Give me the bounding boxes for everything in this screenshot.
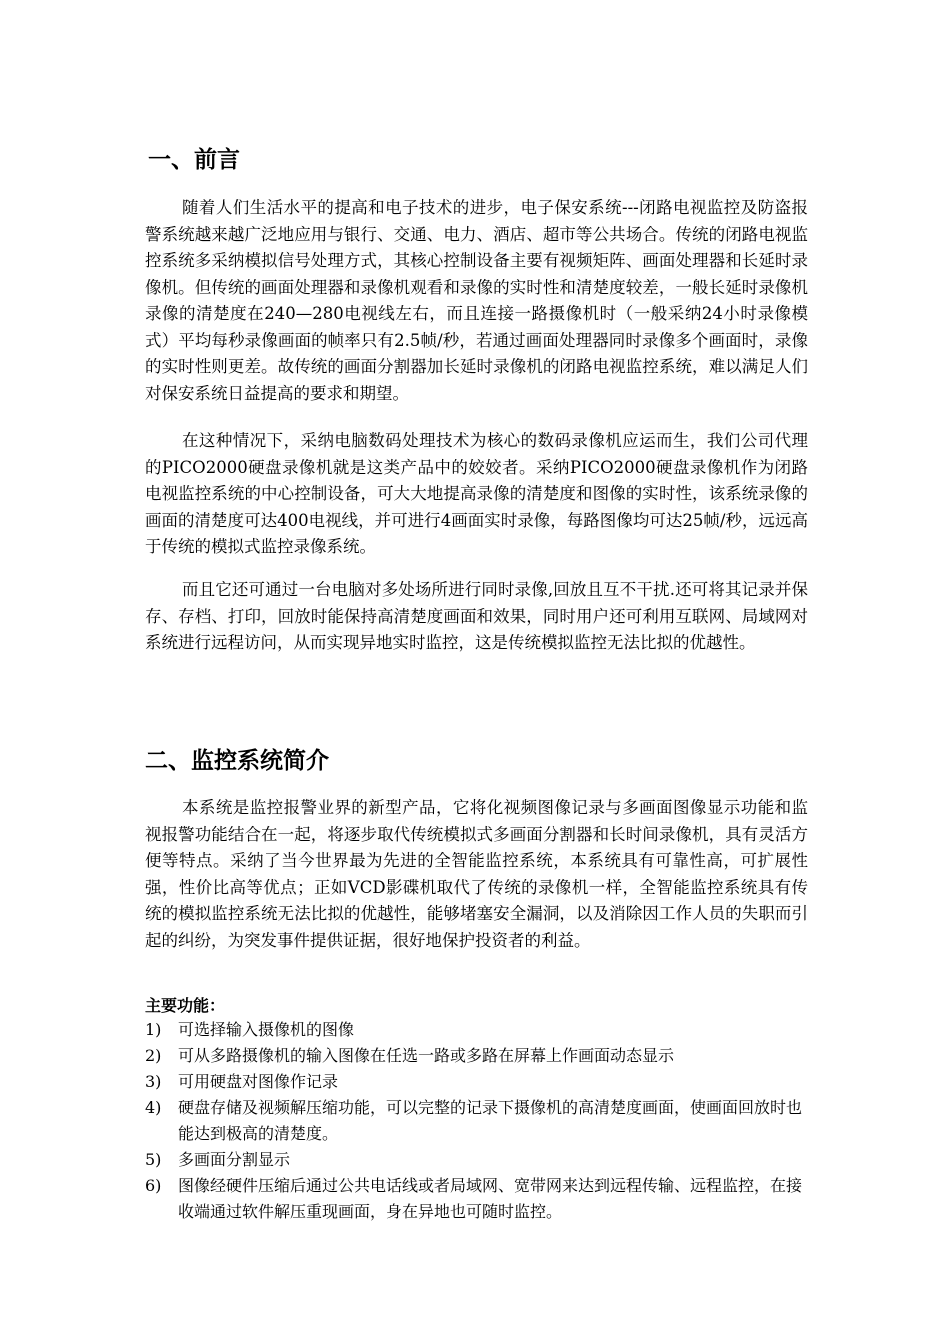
list-item bbox=[145, 1147, 808, 1173]
list-item-number: 5) bbox=[145, 1150, 162, 1169]
preface-paragraph-2: 在这种情况下，采纳电脑数码处理技术为核心的数码录像机应运而生，我们公司代理的PICO2000硬盘录像机就是这类产品中的姣姣者。采纳PICO2000硬盘录像机作为闭路电视监控系统的中心控制设备，可大大地提高录像的清楚度和图像的实时性，该系统录像的画面的清楚度可达400电视线，并可进行4画面实时录像，每路图像均可达25帧/秒，远远高于传统的模拟式监控录像系统。 bbox=[145, 431, 808, 556]
features-title: 主要功能： bbox=[145, 996, 226, 1015]
list-item-text: 可选择输入摄像机的图像 bbox=[178, 1020, 355, 1039]
features-list bbox=[145, 1017, 808, 1225]
list-item-number: 6) bbox=[145, 1176, 162, 1195]
list-item-number: 1) bbox=[145, 1020, 162, 1039]
list-item bbox=[145, 1043, 808, 1069]
list-item-text: 可从多路摄像机的输入图像在任选一路或多路在屏幕上作画面动态显示 bbox=[178, 1046, 675, 1065]
list-item bbox=[145, 1069, 808, 1095]
list-item-text: 可用硬盘对图像作记录 bbox=[178, 1072, 339, 1091]
system-intro-paragraph: 本系统是监控报警业界的新型产品，它将化视频图像记录与多画面图像显示功能和监视报警功能结合在一起，将逐步取代传统模拟式多画面分割器和长时间录像机，具有灵活方便等特点。采纳了当今世界最为先进的全智能监控系统，本系统具有可靠性高，可扩展性强，性价比高等优点；正如VCD影碟机取代了传统的录像机一样，全智能监控系统具有传统的模拟监控系统无法比拟的优越性，能够堵塞安全漏洞，以及消除因工作人员的失职而引起的纠纷，为突发事件提供证据，很好地保护投资者的利益。 bbox=[145, 798, 808, 950]
list-item bbox=[145, 1095, 808, 1147]
list-item-number: 4) bbox=[145, 1098, 162, 1117]
list-item bbox=[145, 1017, 808, 1043]
list-item-text: 硬盘存储及视频解压缩功能，可以完整的记录下摄像机的高清楚度画面，使画面回放时也能达到极高的清楚度。 bbox=[178, 1098, 803, 1143]
list-item-text: 图像经硬件压缩后通过公共电话线或者局域网、宽带网来达到远程传输、远程监控，在接收端通过软件解压重现画面，身在异地也可随时监控。 bbox=[178, 1176, 803, 1221]
list-item-number: 3) bbox=[145, 1072, 162, 1091]
list-item-text: 多画面分割显示 bbox=[178, 1150, 291, 1169]
preface-paragraph-3: 而且它还可通过一台电脑对多处场所进行同时录像,回放且互不干扰.还可将其记录并保存、存档、打印，回放时能保持高清楚度画面和效果，同时用户还可利用互联网、局域网对系统进行远程访问，从而实现异地实时监控，这是传统模拟监控无法比拟的优越性。 bbox=[145, 580, 808, 652]
list-item-number: 2) bbox=[145, 1046, 162, 1065]
preface-paragraph-1: 随着人们生活水平的提高和电子技术的进步，电子保安系统---闭路电视监控及防盗报警系统越来越广泛地应用与银行、交通、电力、酒店、超市等公共场合。传统的闭路电视监控系统多采纳模拟信号处理方式，其核心控制设备主要有视频矩阵、画面处理器和长延时录像机。但传统的画面处理器和录像机观看和录像的实时性和清楚度较差，一般长延时录像机录像的清楚度在240—280电视线左右，而且连接一路摄像机时（一般采纳24小时录像模式）平均每秒录像画面的帧率只有2.5帧/秒，若通过画面处理器同时录像多个画面时，录像的实时性则更差。故传统的画面分割器加长延时录像机的闭路电视监控系统，难以满足人们对保安系统日益提高的要求和期望。 bbox=[145, 198, 808, 403]
section-heading-system-intro: 二、监控系统简介 bbox=[145, 748, 329, 774]
section-heading-preface: 一、前言 bbox=[148, 147, 240, 173]
list-item bbox=[145, 1173, 808, 1225]
